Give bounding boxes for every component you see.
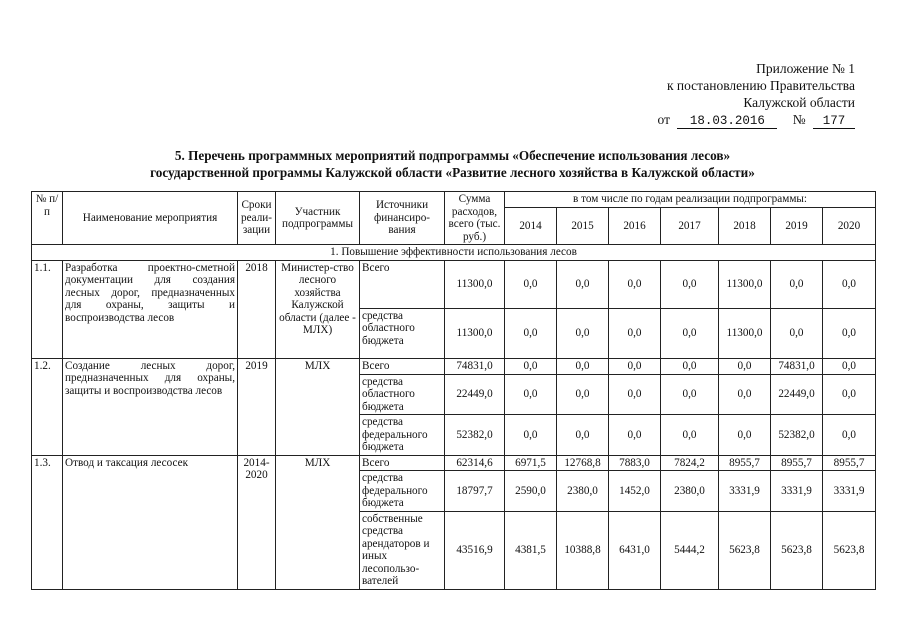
year-value: 5623,8 [771,511,823,589]
measure-name: Создание лесных дорог, предназначенных для охраны, защиты и воспроизводства лесов [63,358,238,455]
year-value: 0,0 [609,358,661,374]
document-title [0,147,905,181]
measure-name: Отвод и таксация лесосек [63,455,238,589]
year-value: 52382,0 [771,415,823,456]
year-value: 0,0 [557,415,609,456]
funding-source: средства областного бюджета [360,374,445,415]
year-value: 0,0 [505,260,557,308]
year-value: 2590,0 [505,471,557,512]
table-row [32,260,876,308]
year-value: 0,0 [609,374,661,415]
header-row [32,192,876,208]
total-sum: 22449,0 [445,374,505,415]
year-value: 8955,7 [823,455,876,471]
measure-participant: МЛХ [276,455,360,589]
year-value: 0,0 [609,415,661,456]
appendix-label: Приложение № 1 [756,61,855,76]
year-value: 1452,0 [609,471,661,512]
year-value: 7883,0 [609,455,661,471]
table-row [32,358,876,374]
funding-source: собственные средства арендаторов и иных лесопользо-вателей [360,511,445,589]
funding-source: Всего [360,358,445,374]
year-value: 0,0 [719,358,771,374]
measure-participant: МЛХ [276,358,360,455]
measure-name: Разработка проектно-сметной документации для создания лесных дорог, предназначенных для охраны, защиты и воспроизводства лесов [63,260,238,358]
year-value: 0,0 [505,415,557,456]
year-value: 3331,9 [823,471,876,512]
header-term: Сроки реали-зации [238,192,276,245]
header-year: 2020 [823,207,876,244]
number-label: № [792,112,806,127]
year-value: 3331,9 [771,471,823,512]
header-years-caption: в том числе по годам реализации подпрограммы: [505,192,876,208]
year-value: 0,0 [661,260,719,308]
year-value: 2380,0 [557,471,609,512]
year-value: 0,0 [771,260,823,308]
year-value: 8955,7 [719,455,771,471]
document-header [658,60,856,129]
header-num: № п/п [32,192,63,245]
header-name: Наименование мероприятия [63,192,238,245]
date-number-line [658,111,856,129]
funding-source: Всего [360,260,445,308]
year-value: 5623,8 [719,511,771,589]
total-sum: 62314,6 [445,455,505,471]
total-sum: 18797,7 [445,471,505,512]
funding-source: средства федерального бюджета [360,415,445,456]
funding-source: средства федерального бюджета [360,471,445,512]
year-value: 12768,8 [557,455,609,471]
year-value: 5623,8 [823,511,876,589]
year-value: 0,0 [609,308,661,358]
from-label: от [657,112,670,127]
year-value: 0,0 [771,308,823,358]
region-label: Калужской области [743,95,855,110]
header-source: Источники финансиро-вания [360,192,445,245]
year-value: 4381,5 [505,511,557,589]
header-participant: Участник подпрограммы [276,192,360,245]
header-year: 2016 [609,207,661,244]
total-sum: 11300,0 [445,308,505,358]
year-value: 11300,0 [719,308,771,358]
total-sum: 52382,0 [445,415,505,456]
header-sum: Сумма расходов, всего (тыс. руб.) [445,192,505,245]
date-value: 18.03.2016 [677,114,777,129]
measure-term: 2019 [238,358,276,455]
header-year: 2017 [661,207,719,244]
header-year: 2015 [557,207,609,244]
measure-term: 2018 [238,260,276,358]
year-value: 10388,8 [557,511,609,589]
row-num: 1.3. [32,455,63,589]
section-title: 1. Повышение эффективности использования лесов [32,245,876,261]
measure-participant: Министер-ство лесного хозяйства Калужской области (далее - МЛХ) [276,260,360,358]
year-value: 0,0 [557,358,609,374]
year-value: 0,0 [661,374,719,415]
year-value: 0,0 [505,374,557,415]
year-value: 0,0 [823,374,876,415]
number-value: 177 [813,114,855,129]
row-num: 1.1. [32,260,63,358]
funding-source: средства областного бюджета [360,308,445,358]
header-year: 2014 [505,207,557,244]
year-value: 0,0 [505,308,557,358]
funding-source: Всего [360,455,445,471]
year-value: 0,0 [719,374,771,415]
year-value: 0,0 [823,308,876,358]
measures-table [31,191,876,590]
table-row [32,455,876,471]
header-year: 2019 [771,207,823,244]
year-value: 11300,0 [719,260,771,308]
header-year: 2018 [719,207,771,244]
year-value: 0,0 [719,415,771,456]
title-line-2: государственной программы Калужской области «Развитие лесного хозяйства в Калужской области» [150,165,755,180]
resolution-label: к постановлению Правительства [666,78,855,93]
year-value: 0,0 [557,260,609,308]
year-value: 0,0 [609,260,661,308]
year-value: 0,0 [557,374,609,415]
year-value: 0,0 [661,358,719,374]
title-line-1: 5. Перечень программных мероприятий подпрограммы «Обеспечение использования лесов» [174,148,731,163]
section-row [32,245,876,261]
row-num: 1.2. [32,358,63,455]
year-value: 0,0 [505,358,557,374]
year-value: 5444,2 [661,511,719,589]
total-sum: 11300,0 [445,260,505,308]
year-value: 0,0 [823,415,876,456]
year-value: 0,0 [661,308,719,358]
year-value: 7824,2 [661,455,719,471]
year-value: 0,0 [823,358,876,374]
year-value: 0,0 [823,260,876,308]
year-value: 6971,5 [505,455,557,471]
year-value: 74831,0 [771,358,823,374]
total-sum: 74831,0 [445,358,505,374]
year-value: 2380,0 [661,471,719,512]
year-value: 0,0 [557,308,609,358]
year-value: 22449,0 [771,374,823,415]
year-value: 0,0 [661,415,719,456]
total-sum: 43516,9 [445,511,505,589]
year-value: 8955,7 [771,455,823,471]
year-value: 3331,9 [719,471,771,512]
year-value: 6431,0 [609,511,661,589]
measure-term: 2014-2020 [238,455,276,589]
